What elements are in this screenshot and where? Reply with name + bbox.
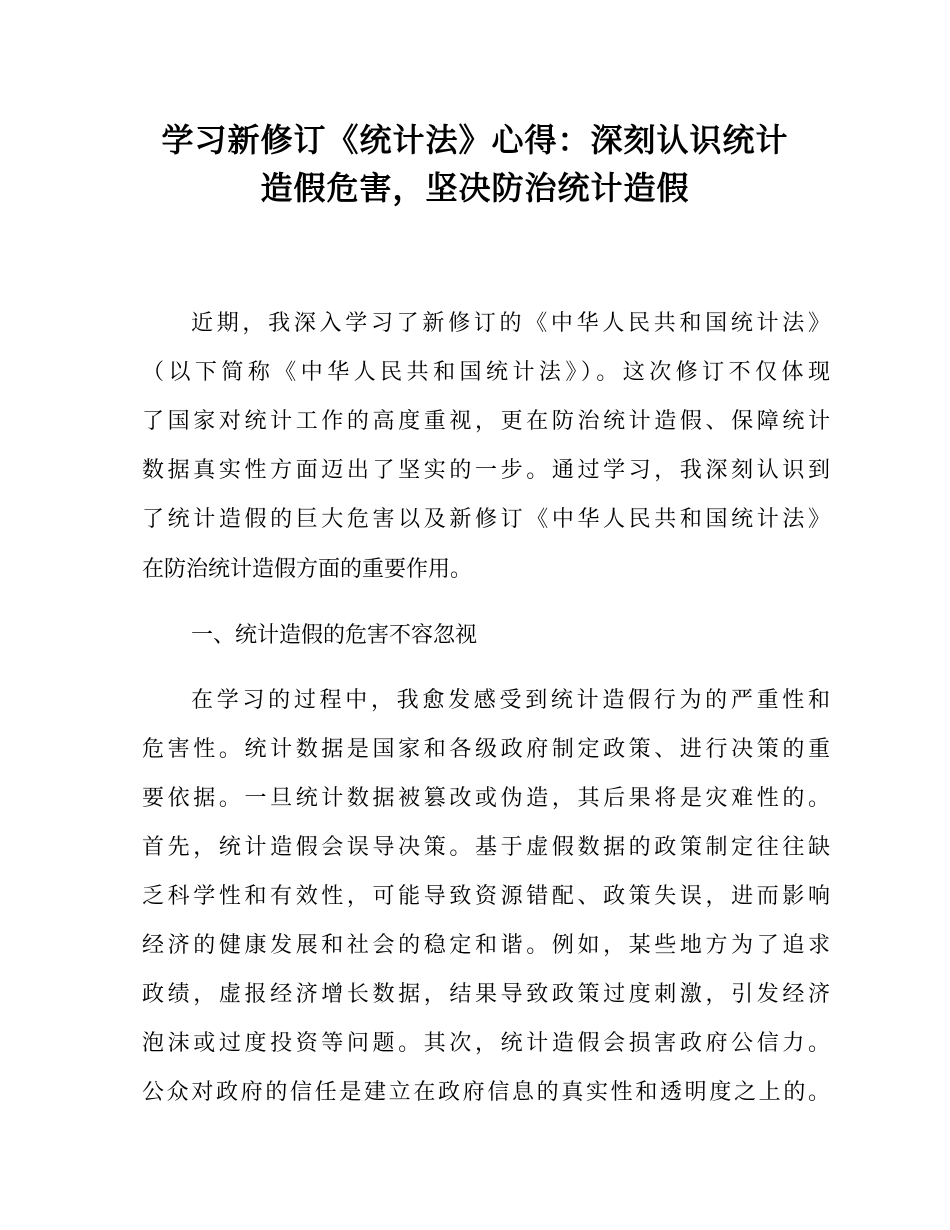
paragraph-2-line-8: 泡沫或过度投资等问题。其次，统计造假会损害政府公信力。 bbox=[142, 1031, 830, 1056]
paragraph-2-line-3: 要依据。一旦统计数据被篡改或伪造，其后果将是灾难性的。 bbox=[142, 786, 830, 811]
paragraph-2-line-5: 乏科学性和有效性，可能导致资源错配、政策失误，进而影响 bbox=[142, 884, 830, 909]
document-title-line-1: 学习新修订《统计法》心得：深刻认识统计 bbox=[161, 121, 789, 159]
paragraph-1-line-2: （以下简称《中华人民共和国统计法》）。这次修订不仅体现 bbox=[142, 360, 830, 385]
section-heading-1: 一、统计造假的危害不容忽视 bbox=[191, 623, 478, 648]
paragraph-2-line-7: 政绩，虚报经济增长数据，结果导致政策过度刺激，引发经济 bbox=[142, 982, 830, 1007]
paragraph-2-line-9: 公众对政府的信任是建立在政府信息的真实性和透明度之上的。 bbox=[142, 1080, 830, 1105]
document-title-line-2: 造假危害，坚决防治统计造假 bbox=[260, 169, 690, 207]
paragraph-2-line-6: 经济的健康发展和社会的稳定和谐。例如，某些地方为了追求 bbox=[142, 933, 830, 958]
paragraph-1-line-5: 了统计造假的巨大危害以及新修订《中华人民共和国统计法》 bbox=[142, 507, 830, 532]
paragraph-2-line-2: 危害性。统计数据是国家和各级政府制定政策、进行决策的重 bbox=[142, 737, 830, 762]
paragraph-1-line-6: 在防治统计造假方面的重要作用。 bbox=[142, 557, 473, 582]
paragraph-1-line-4: 数据真实性方面迈出了坚实的一步。通过学习，我深刻认识到 bbox=[142, 458, 830, 483]
paragraph-2-line-1: 在学习的过程中，我愈发感受到统计造假行为的严重性和 bbox=[191, 688, 830, 713]
paragraph-2-line-4: 首先，统计造假会误导决策。基于虚假数据的政策制定往往缺 bbox=[142, 835, 830, 860]
paragraph-1-line-3: 了国家对统计工作的高度重视，更在防治统计造假、保障统计 bbox=[142, 409, 830, 434]
paragraph-1-line-1: 近期，我深入学习了新修订的《中华人民共和国统计法》 bbox=[191, 311, 830, 336]
